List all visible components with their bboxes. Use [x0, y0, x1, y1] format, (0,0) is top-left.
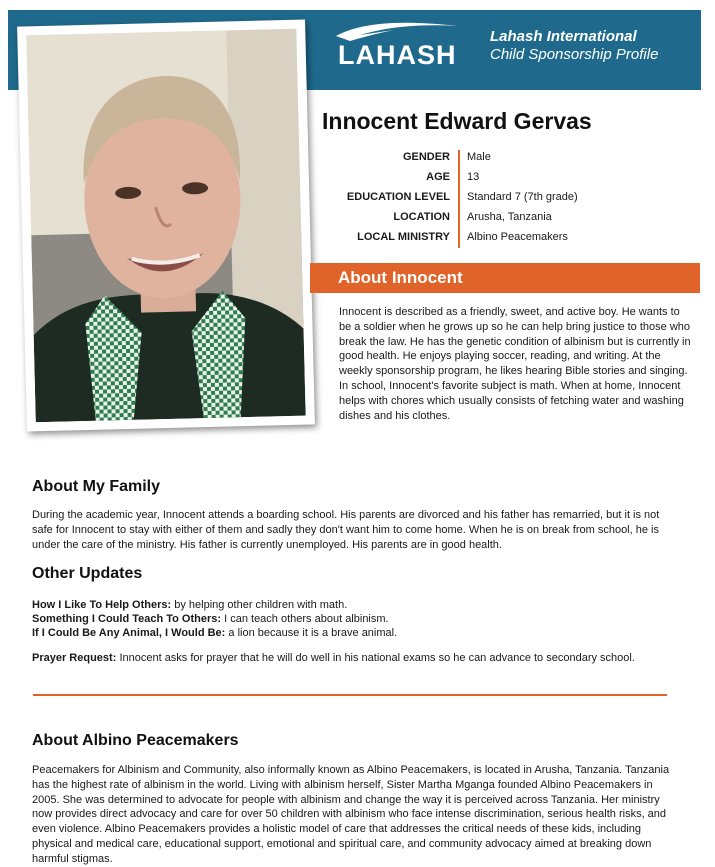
header-subtitle: Child Sponsorship Profile [490, 46, 659, 63]
update-label: Something I Could Teach To Others: [32, 613, 222, 625]
header-title: Lahash International [490, 28, 637, 45]
child-photo-frame [17, 20, 315, 432]
logo-text: LAHASH [338, 40, 457, 70]
ministry-text: Peacemakers for Albinism and Community, also informally known as Albino Peacemakers, is located in Arusha, Tanzania. Tanzania has the highest rate of albinism in the world. Living with albinism herself, Sister Martha Mganga founded Albino Peacemakers in 2005. She was determined to advocate for people with albinism and change the way it is perceived across Tanzania. Her ministry now provides direct advocacy and care for over 50 children with albinism who face intense discrimination, serious health risks, and even violence. Albino Peacemakers provides a holistic model of care that addresses the critical needs of these kids, including physical and medical care, educational support, emotional and spiritual care, and community advocacy aimed at breaking down harmful stigmas. [32, 764, 670, 865]
details-divider [458, 150, 460, 248]
detail-label: LOCAL MINISTRY [357, 231, 450, 243]
update-teach-others [32, 612, 682, 626]
family-heading: About My Family [32, 478, 161, 495]
section-divider [33, 694, 667, 696]
ministry-heading: About Albino Peacemakers [32, 732, 239, 749]
detail-label: AGE [426, 171, 450, 183]
child-name: Innocent Edward Gervas [322, 108, 592, 134]
about-child-title: About Innocent [338, 268, 463, 287]
update-label: How I Like To Help Others: [32, 599, 172, 611]
detail-row-gender [300, 151, 700, 171]
updates-heading: Other Updates [32, 565, 143, 582]
detail-value: Male [467, 151, 491, 163]
detail-label: LOCATION [393, 211, 450, 223]
child-photo [26, 29, 305, 422]
update-help-others [32, 598, 682, 612]
detail-label: GENDER [402, 151, 450, 163]
detail-value: Arusha, Tanzania [467, 211, 552, 223]
update-value: I can teach others about albinism. [224, 613, 389, 625]
detail-row-age [300, 171, 700, 191]
detail-row-location [300, 211, 700, 231]
about-child-band [310, 263, 700, 293]
logo-wing-icon [332, 18, 462, 42]
detail-value: 13 [467, 171, 480, 183]
detail-row-ministry [300, 231, 700, 251]
update-value: by helping other children with math. [174, 599, 348, 611]
update-label: If I Could Be Any Animal, I Would Be: [32, 627, 226, 639]
prayer-label: Prayer Request: [32, 652, 117, 664]
detail-label: EDUCATION LEVEL [346, 191, 450, 203]
detail-row-education [300, 191, 700, 211]
lahash-logo [332, 18, 462, 74]
family-text: During the academic year, Innocent attends a boarding school. His parents are divorced and his father has remarried, but it is not safe for Innocent to stay with either of them and sadly they don't want him to come home. When he is on break from school, he is under the care of the ministry. His father is currently unemployed. His parents are in good health. [32, 509, 660, 551]
update-animal [32, 626, 682, 640]
detail-value: Standard 7 (7th grade) [467, 191, 578, 203]
update-value: a lion because it is a brave animal. [228, 627, 398, 639]
detail-value: Albino Peacemakers [467, 231, 568, 243]
prayer-request [32, 651, 682, 665]
prayer-value: Innocent asks for prayer that he will do well in his national exams so he can advance to secondary school. [119, 652, 635, 664]
about-child-text: Innocent is described as a friendly, sweet, and active boy. He wants to be a soldier when he grows up so he can help bring justice to those who break the law. He has the genetic condition of albinism but is currently in good health. He enjoys playing soccer, reading, and writing. At the weekly sponsorship program, he likes hearing Bible stories and singing. In school, Innocent's favorite subject is math. When at home, Innocent helps with chores which usually consists of fetching water and washing dishes and his clothes. [339, 306, 691, 422]
